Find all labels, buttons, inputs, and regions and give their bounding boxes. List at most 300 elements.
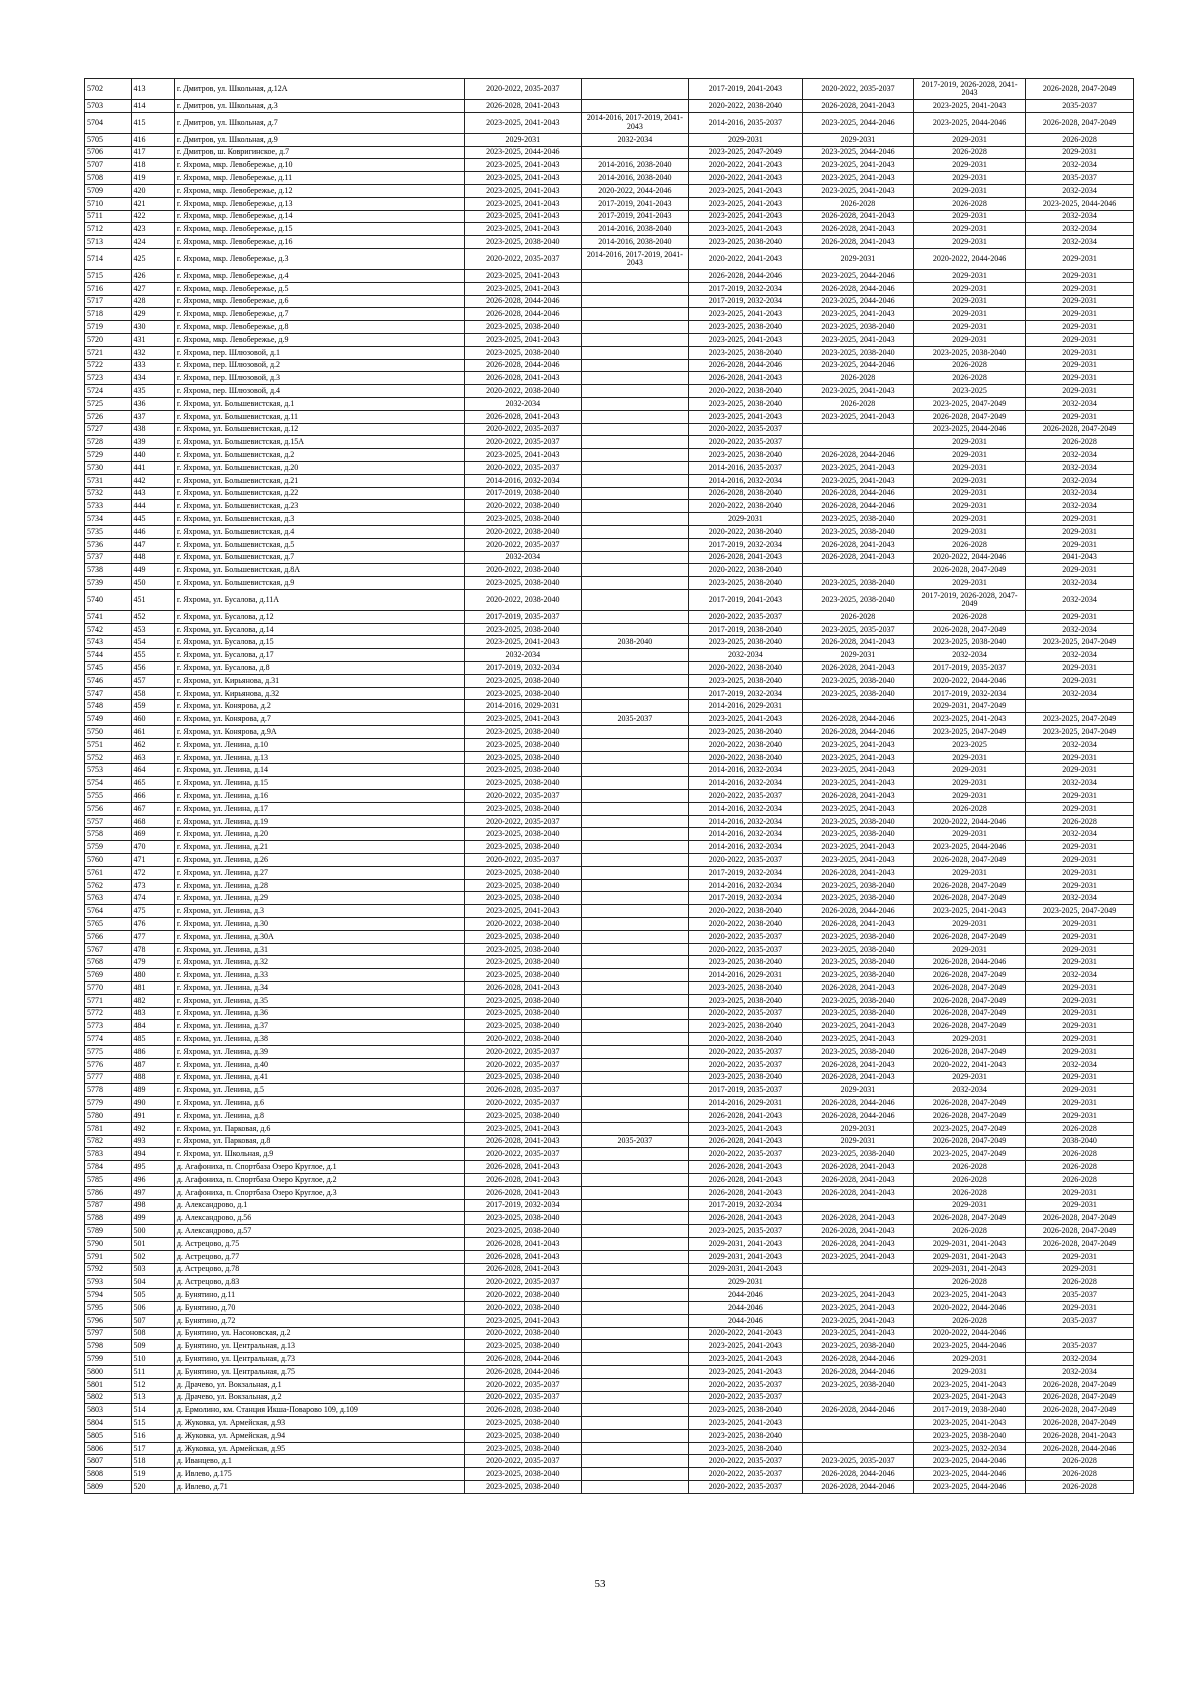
table-cell: 2029-2031	[1026, 866, 1134, 879]
table-cell	[581, 1481, 688, 1494]
table-cell: 2032-2034	[1026, 487, 1134, 500]
table-cell: 2029-2031	[914, 1353, 1026, 1366]
table-cell: 2023-2025, 2041-2043	[464, 905, 581, 918]
table-cell: 2032-2034	[1026, 777, 1134, 790]
table-cell: 2026-2028, 2047-2049	[914, 982, 1026, 995]
table-cell	[581, 1442, 688, 1455]
table-cell: 2023-2025	[914, 385, 1026, 398]
table-row	[85, 551, 1134, 564]
table-cell: 2029-2031	[1026, 1045, 1134, 1058]
table-cell: 2032-2034	[1026, 649, 1134, 662]
table-cell: 5742	[85, 623, 132, 636]
table-cell	[581, 487, 688, 500]
table-cell: г. Яхрома, ул. Парковая, д.6	[174, 1122, 464, 1135]
table-row	[85, 146, 1134, 159]
table-cell: 2026-2028, 2041-2043	[464, 1173, 581, 1186]
table-cell: 465	[131, 777, 174, 790]
table-cell	[581, 423, 688, 436]
table-cell: г. Яхрома, ул. Школьная, д.9	[174, 1148, 464, 1161]
table-cell: 5715	[85, 269, 132, 282]
table-cell: 2026-2028	[802, 610, 913, 623]
table-cell: 5793	[85, 1276, 132, 1289]
table-row	[85, 1301, 1134, 1314]
table-cell: 2023-2025, 2041-2043	[464, 112, 581, 133]
table-cell: г. Яхрома, ул. Большевистская, д.15А	[174, 436, 464, 449]
table-cell: 2026-2028, 2047-2049	[914, 1135, 1026, 1148]
table-cell: г. Яхрома, ул. Ленина, д.21	[174, 841, 464, 854]
table-cell: 2023-2025, 2038-2040	[464, 1468, 581, 1481]
table-cell: 414	[131, 100, 174, 113]
table-cell: 2026-2028, 2044-2046	[688, 269, 802, 282]
table-cell: 2023-2025, 2044-2046	[802, 112, 913, 133]
table-cell: г. Яхрома, ул. Большевистская, д.5	[174, 538, 464, 551]
table-cell: 2020-2022, 2035-2037	[464, 248, 581, 269]
table-cell: 429	[131, 308, 174, 321]
table-cell: 2029-2031	[1026, 333, 1134, 346]
table-cell: 5727	[85, 423, 132, 436]
table-cell: 5762	[85, 879, 132, 892]
table-cell	[581, 1455, 688, 1468]
table-cell: д. Жуковка, ул. Армейская, д.95	[174, 1442, 464, 1455]
table-cell: 5781	[85, 1122, 132, 1135]
table-cell: 435	[131, 385, 174, 398]
table-row	[85, 764, 1134, 777]
table-cell: 2035-2037	[1026, 1314, 1134, 1327]
table-cell: 461	[131, 726, 174, 739]
table-cell: 517	[131, 1442, 174, 1455]
table-cell: г. Яхрома, ул. Большевистская, д.2	[174, 449, 464, 462]
table-cell: 2014-2016, 2032-2034	[688, 777, 802, 790]
table-cell	[581, 1122, 688, 1135]
table-cell: 2023-2025, 2041-2043	[802, 1033, 913, 1046]
table-cell	[581, 577, 688, 590]
table-cell: 2023-2025, 2038-2040	[464, 892, 581, 905]
table-row	[85, 1071, 1134, 1084]
table-cell: 5801	[85, 1378, 132, 1391]
table-cell	[581, 1084, 688, 1097]
table-cell: 2026-2028, 2044-2046	[464, 1365, 581, 1378]
table-cell: 2029-2031	[1026, 1097, 1134, 1110]
table-cell	[581, 295, 688, 308]
table-cell: 5786	[85, 1186, 132, 1199]
table-cell: 2026-2028, 2041-2043	[802, 236, 913, 249]
table-cell: 2023-2025, 2038-2040	[464, 1109, 581, 1122]
table-cell: 5780	[85, 1109, 132, 1122]
table-cell: г. Яхрома, ул. Ленина, д.6	[174, 1097, 464, 1110]
table-cell	[581, 146, 688, 159]
table-row	[85, 930, 1134, 943]
table-cell: 2026-2028, 2041-2043	[802, 1071, 913, 1084]
table-cell: 2032-2034	[1026, 687, 1134, 700]
table-row	[85, 1429, 1134, 1442]
table-cell: 5757	[85, 815, 132, 828]
table-cell: 485	[131, 1033, 174, 1046]
table-cell: 2026-2028, 2041-2043	[802, 551, 913, 564]
table-cell: 5714	[85, 248, 132, 269]
table-cell: 2023-2025, 2041-2043	[914, 1417, 1026, 1430]
table-cell: 2023-2025, 2038-2040	[464, 1007, 581, 1020]
table-cell: 2029-2031	[914, 474, 1026, 487]
table-cell: г. Яхрома, ул. Ленина, д.39	[174, 1045, 464, 1058]
table-cell: 2029-2031	[914, 133, 1026, 146]
table-cell: 2023-2025, 2041-2043	[688, 1365, 802, 1378]
table-cell: 2014-2016, 2032-2034	[688, 879, 802, 892]
table-cell: 2029-2031	[688, 513, 802, 526]
table-cell: 2017-2019, 2032-2034	[688, 866, 802, 879]
table-cell: 2026-2028, 2041-2043	[802, 1186, 913, 1199]
table-row	[85, 1084, 1134, 1097]
table-cell: 502	[131, 1250, 174, 1263]
table-cell: 5713	[85, 236, 132, 249]
table-cell: 2029-2031	[1026, 918, 1134, 931]
table-cell: 5751	[85, 738, 132, 751]
table-cell: 2023-2025, 2038-2040	[802, 1045, 913, 1058]
table-row	[85, 385, 1134, 398]
table-row	[85, 841, 1134, 854]
table-row	[85, 1225, 1134, 1238]
table-cell: 2014-2016, 2029-2031	[688, 1097, 802, 1110]
table-cell: 2029-2031	[1026, 321, 1134, 334]
table-cell: 2026-2028, 2044-2046	[914, 956, 1026, 969]
table-cell: 2026-2028	[1026, 436, 1134, 449]
table-cell: 5797	[85, 1327, 132, 1340]
table-cell: 2026-2028, 2044-2046	[802, 500, 913, 513]
table-cell: 491	[131, 1109, 174, 1122]
table-cell	[581, 1250, 688, 1263]
table-row	[85, 538, 1134, 551]
table-cell	[581, 346, 688, 359]
table-cell: 5731	[85, 474, 132, 487]
table-cell: 2029-2031	[1026, 1033, 1134, 1046]
table-cell: 2029-2031	[914, 777, 1026, 790]
table-cell: 2026-2028, 2041-2043	[802, 100, 913, 113]
table-cell: 5803	[85, 1404, 132, 1417]
table-row	[85, 713, 1134, 726]
table-cell: д. Бунятино, ул. Центральная, д.75	[174, 1365, 464, 1378]
table-cell: г. Яхрома, мкр. Левобережье, д.4	[174, 269, 464, 282]
table-cell: 2020-2022, 2038-2040	[688, 751, 802, 764]
table-cell: 2026-2028, 2041-2043	[802, 1161, 913, 1174]
table-cell: г. Яхрома, мкр. Левобережье, д.3	[174, 248, 464, 269]
table-cell: 2029-2031	[914, 790, 1026, 803]
table-cell: 2026-2028, 2041-2043	[802, 1237, 913, 1250]
table-cell: 464	[131, 764, 174, 777]
table-cell: 2020-2022, 2035-2037	[464, 1045, 581, 1058]
table-cell: 2023-2025, 2038-2040	[802, 687, 913, 700]
table-cell: 5778	[85, 1084, 132, 1097]
table-cell: 463	[131, 751, 174, 764]
table-cell: 513	[131, 1391, 174, 1404]
table-cell: г. Яхрома, ул. Большевистская, д.4	[174, 525, 464, 538]
table-cell: 2023-2025, 2038-2040	[688, 726, 802, 739]
table-cell: 5738	[85, 564, 132, 577]
table-cell: 5790	[85, 1237, 132, 1250]
table-cell: 2023-2025, 2044-2046	[1026, 197, 1134, 210]
table-cell: 2020-2022, 2035-2037	[688, 943, 802, 956]
table-cell: 2023-2025, 2035-2037	[802, 1455, 913, 1468]
table-row	[85, 1468, 1134, 1481]
table-cell: 2035-2037	[1026, 172, 1134, 185]
table-cell: 2029-2031	[914, 1199, 1026, 1212]
table-cell: 2017-2019, 2032-2034	[464, 1199, 581, 1212]
table-cell: 2041-2043	[1026, 551, 1134, 564]
table-cell: 5705	[85, 133, 132, 146]
table-cell: 2026-2028, 2047-2049	[914, 879, 1026, 892]
table-row	[85, 623, 1134, 636]
table-cell: 5777	[85, 1071, 132, 1084]
table-cell: 430	[131, 321, 174, 334]
table-row	[85, 1161, 1134, 1174]
table-cell: 2032-2034	[464, 649, 581, 662]
table-cell: 2023-2025, 2041-2043	[688, 713, 802, 726]
table-cell: 5795	[85, 1301, 132, 1314]
table-cell: 2020-2022, 2038-2040	[464, 564, 581, 577]
table-cell: 2020-2022, 2038-2040	[688, 525, 802, 538]
table-cell: 2026-2028, 2041-2043	[802, 790, 913, 803]
table-cell: 2032-2034	[1026, 828, 1134, 841]
table-cell: 5706	[85, 146, 132, 159]
table-cell: 2032-2034	[1026, 236, 1134, 249]
table-cell: 2038-2040	[581, 636, 688, 649]
table-row	[85, 726, 1134, 739]
table-cell: 2026-2028, 2041-2043	[802, 918, 913, 931]
table-row	[85, 1365, 1134, 1378]
table-row	[85, 662, 1134, 675]
table-cell: 5789	[85, 1225, 132, 1238]
table-row	[85, 943, 1134, 956]
table-row	[85, 1481, 1134, 1494]
table-row	[85, 994, 1134, 1007]
table-cell: 2023-2025, 2038-2040	[802, 969, 913, 982]
table-cell: 2029-2031	[914, 333, 1026, 346]
table-cell: 500	[131, 1225, 174, 1238]
table-cell: г. Яхрома, ул. Ленина, д.31	[174, 943, 464, 956]
table-cell: 5744	[85, 649, 132, 662]
table-cell	[581, 956, 688, 969]
table-cell	[581, 1148, 688, 1161]
table-cell: 2023-2025, 2038-2040	[802, 828, 913, 841]
table-cell: г. Яхрома, ул. Бусалова, д.8	[174, 662, 464, 675]
table-cell	[581, 751, 688, 764]
table-cell: 2014-2016, 2038-2040	[581, 159, 688, 172]
table-cell: 2020-2022, 2035-2037	[464, 423, 581, 436]
table-cell	[581, 513, 688, 526]
table-cell	[802, 564, 913, 577]
table-cell: 2023-2025, 2044-2046	[914, 1481, 1026, 1494]
table-cell: 418	[131, 159, 174, 172]
table-cell: 2026-2028, 2041-2043	[802, 636, 913, 649]
table-cell: 2023-2025, 2041-2043	[914, 1289, 1026, 1302]
table-cell: 2023-2025, 2038-2040	[464, 1340, 581, 1353]
table-cell	[581, 1161, 688, 1174]
table-cell: 2029-2031	[802, 649, 913, 662]
table-cell: 2026-2028	[1026, 1455, 1134, 1468]
table-cell: 2023-2025, 2041-2043	[464, 1122, 581, 1135]
table-row	[85, 892, 1134, 905]
table-cell: 5808	[85, 1468, 132, 1481]
table-cell: 2014-2016, 2035-2037	[688, 461, 802, 474]
table-cell: 476	[131, 918, 174, 931]
table-cell: 431	[131, 333, 174, 346]
table-cell: 2032-2034	[1026, 397, 1134, 410]
table-cell	[802, 1263, 913, 1276]
table-cell: 2023-2025, 2038-2040	[464, 513, 581, 526]
table-cell: 2023-2025, 2044-2046	[914, 112, 1026, 133]
table-cell: 5708	[85, 172, 132, 185]
table-cell: 2026-2028, 2047-2049	[914, 1045, 1026, 1058]
table-cell: г. Яхрома, ул. Ленина, д.27	[174, 866, 464, 879]
table-cell: 2023-2025, 2038-2040	[464, 1442, 581, 1455]
table-cell: 2029-2031, 2041-2043	[688, 1237, 802, 1250]
table-cell: 5763	[85, 892, 132, 905]
table-cell: 2023-2025, 2038-2040	[464, 930, 581, 943]
table-cell: 5718	[85, 308, 132, 321]
table-cell: 2026-2028, 2041-2043	[464, 1161, 581, 1174]
table-cell: 2026-2028	[914, 1314, 1026, 1327]
table-cell: 2029-2031	[914, 223, 1026, 236]
table-cell: 489	[131, 1084, 174, 1097]
table-cell: 453	[131, 623, 174, 636]
table-cell: 2026-2028, 2047-2049	[914, 564, 1026, 577]
table-cell: 5752	[85, 751, 132, 764]
table-cell	[581, 1327, 688, 1340]
table-cell: г. Яхрома, ул. Ленина, д.36	[174, 1007, 464, 1020]
table-cell: 2026-2028, 2041-2043	[1026, 1429, 1134, 1442]
table-cell	[581, 1417, 688, 1430]
table-cell: 434	[131, 372, 174, 385]
table-cell: 2023-2025, 2038-2040	[802, 525, 913, 538]
table-row	[85, 577, 1134, 590]
table-cell: 2020-2022, 2041-2043	[914, 1058, 1026, 1071]
table-row	[85, 449, 1134, 462]
table-cell: 415	[131, 112, 174, 133]
table-cell: г. Яхрома, мкр. Левобережье, д.11	[174, 172, 464, 185]
table-cell: г. Яхрома, ул. Ленина, д.15	[174, 777, 464, 790]
table-cell: 5755	[85, 790, 132, 803]
table-cell	[581, 449, 688, 462]
table-cell: 2023-2025, 2041-2043	[464, 197, 581, 210]
table-row	[85, 1109, 1134, 1122]
table-cell	[802, 1442, 913, 1455]
table-cell: 2017-2019, 2035-2037	[688, 1084, 802, 1097]
table-cell: 2023-2025, 2041-2043	[802, 333, 913, 346]
table-cell	[581, 674, 688, 687]
table-cell: 2023-2025, 2038-2040	[914, 346, 1026, 359]
table-cell: 2026-2028, 2041-2043	[464, 100, 581, 113]
table-row	[85, 1378, 1134, 1391]
table-cell	[581, 828, 688, 841]
table-cell	[581, 790, 688, 803]
table-row	[85, 1122, 1134, 1135]
table-cell: 2029-2031	[914, 500, 1026, 513]
table-cell: г. Яхрома, мкр. Левобережье, д.5	[174, 282, 464, 295]
table-cell: 2014-2016, 2017-2019, 2041-2043	[581, 112, 688, 133]
table-cell: д. Ивлево, д.175	[174, 1468, 464, 1481]
table-row	[85, 649, 1134, 662]
table-cell: 2029-2031	[1026, 308, 1134, 321]
table-cell: 2014-2016, 2017-2019, 2041-2043	[581, 248, 688, 269]
table-cell: 499	[131, 1212, 174, 1225]
table-cell: г. Яхрома, ул. Бусалова, д.15	[174, 636, 464, 649]
table-cell: 2014-2016, 2038-2040	[581, 223, 688, 236]
table-cell: 2035-2037	[581, 1135, 688, 1148]
table-cell: 2029-2031	[1026, 538, 1134, 551]
table-cell: 2020-2022, 2035-2037	[464, 79, 581, 100]
table-cell: 2023-2025, 2041-2043	[464, 159, 581, 172]
table-cell: 423	[131, 223, 174, 236]
schedule-table	[84, 78, 1134, 1494]
table-cell: 2020-2022, 2038-2040	[688, 500, 802, 513]
table-cell: 2023-2025, 2041-2043	[914, 1378, 1026, 1391]
table-cell: 2026-2028, 2041-2043	[802, 1058, 913, 1071]
table-cell: 2020-2022, 2038-2040	[688, 100, 802, 113]
table-cell: 2020-2022, 2035-2037	[464, 436, 581, 449]
table-cell: 420	[131, 184, 174, 197]
table-cell: 474	[131, 892, 174, 905]
table-cell: 2023-2025, 2041-2043	[802, 1289, 913, 1302]
table-cell: 2026-2028, 2044-2046	[802, 1404, 913, 1417]
table-cell: 5709	[85, 184, 132, 197]
table-cell: 2023-2025, 2038-2040	[464, 866, 581, 879]
table-cell: 449	[131, 564, 174, 577]
table-cell: 5779	[85, 1097, 132, 1110]
table-cell: 448	[131, 551, 174, 564]
table-row	[85, 790, 1134, 803]
table-cell: г. Яхрома, ул. Ленина, д.32	[174, 956, 464, 969]
table-cell: г. Яхрома, ул. Ленина, д.29	[174, 892, 464, 905]
table-cell: 2017-2019, 2038-2040	[464, 487, 581, 500]
table-cell: 5735	[85, 525, 132, 538]
table-row	[85, 461, 1134, 474]
table-cell: 2044-2046	[688, 1301, 802, 1314]
table-cell: 5758	[85, 828, 132, 841]
table-cell: 5721	[85, 346, 132, 359]
table-row	[85, 918, 1134, 931]
table-cell	[581, 905, 688, 918]
table-row	[85, 751, 1134, 764]
table-cell	[581, 1353, 688, 1366]
table-cell: 483	[131, 1007, 174, 1020]
table-cell	[581, 1225, 688, 1238]
table-cell: 2017-2019, 2041-2043	[581, 197, 688, 210]
table-cell: 2017-2019, 2041-2043	[688, 589, 802, 610]
table-cell: 2029-2031	[1026, 841, 1134, 854]
table-cell: 2029-2031	[1026, 879, 1134, 892]
table-cell: 2020-2022, 2035-2037	[688, 1148, 802, 1161]
table-cell: 520	[131, 1481, 174, 1494]
table-cell: 2029-2031	[1026, 943, 1134, 956]
table-cell: 2029-2031	[1026, 359, 1134, 372]
table-cell: 5771	[85, 994, 132, 1007]
table-cell: г. Яхрома, ул. Большевистская, д.11	[174, 410, 464, 423]
table-cell: г. Яхрома, мкр. Левобережье, д.12	[174, 184, 464, 197]
table-cell: 2032-2034	[1026, 461, 1134, 474]
table-cell: 2023-2025, 2038-2040	[464, 236, 581, 249]
table-cell	[581, 662, 688, 675]
table-cell	[581, 551, 688, 564]
table-cell: 2020-2022, 2044-2046	[581, 184, 688, 197]
table-cell: 2026-2028, 2041-2043	[688, 1186, 802, 1199]
table-cell: г. Яхрома, ул. Ленина, д.26	[174, 854, 464, 867]
table-cell: 5787	[85, 1199, 132, 1212]
table-cell: 2020-2022, 2035-2037	[688, 1378, 802, 1391]
table-cell: 2023-2025, 2041-2043	[802, 751, 913, 764]
table-cell: г. Яхрома, мкр. Левобережье, д.15	[174, 223, 464, 236]
table-cell: 2023-2025, 2041-2043	[688, 1417, 802, 1430]
table-cell: 2029-2031, 2041-2043	[914, 1237, 1026, 1250]
table-cell: 2020-2022, 2035-2037	[688, 1045, 802, 1058]
table-cell: 5703	[85, 100, 132, 113]
